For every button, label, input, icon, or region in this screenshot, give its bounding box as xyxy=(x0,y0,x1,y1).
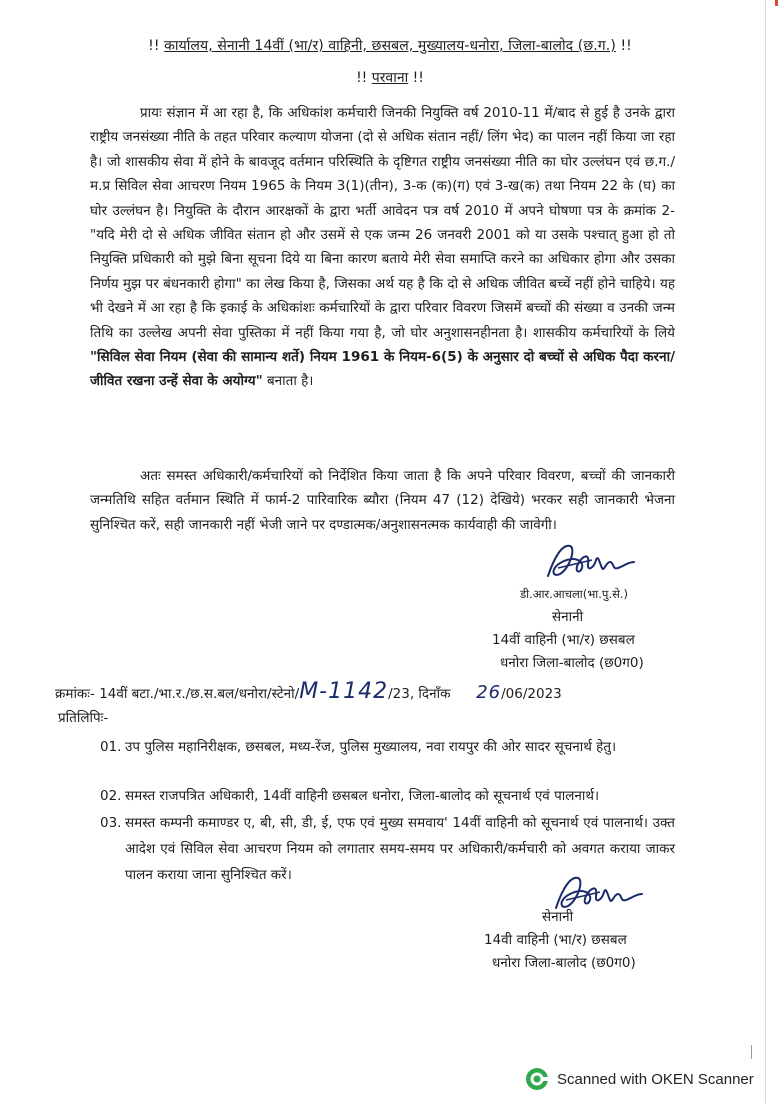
item-number: 01. xyxy=(100,739,122,755)
signature-block-1 xyxy=(480,583,720,675)
scanner-text: Scanned with OKEN Scanner xyxy=(557,1070,754,1088)
officer-designation-2: सेनानी xyxy=(542,909,574,925)
handwritten-date-day: 26 xyxy=(476,682,502,703)
paragraph-2 xyxy=(90,464,675,537)
officer-designation: सेनानी xyxy=(552,609,584,625)
officer-place: धनोरा जिला-बालोद (छ0ग0) xyxy=(500,655,644,671)
item-text: उप पुलिस महानिरीक्षक, छसबल, मध्य-रेंज, पुलिस मुख्यालय, नवा रायपुर की ओर सादर सूचनार्थ हेतु। xyxy=(125,739,617,755)
list-item xyxy=(100,734,675,760)
office-header xyxy=(60,36,720,55)
office-title: कार्यालय, सेनानी 14वीं (भा/र) वाहिनी, छसबल, मुख्यालय-धनोरा, जिला-बालोद (छ.ग.) xyxy=(164,38,616,54)
paragraph-1-end: बनाता है। xyxy=(262,373,314,390)
handwritten-reference-number: M-1142 xyxy=(299,679,389,704)
officer-unit: 14वीं वाहिनी (भा/र) छसबल xyxy=(492,632,635,648)
page-edge-line xyxy=(765,0,766,1103)
reference-prefix: क्रमांकः- 14वीं बटा./भा.र./छ.स.बल/धनोरा/स्टेनो/ xyxy=(55,686,300,702)
subtitle-prefix: !! xyxy=(356,70,372,86)
officer-name: डी.आर.आचला(भा.पु.से.) xyxy=(520,587,629,601)
header-suffix: !! xyxy=(615,38,632,54)
date-month-year: /06/2023 xyxy=(501,686,562,702)
item-text: समस्त राजपत्रित अधिकारी, 14वीं वाहिनी छसबल धनोरा, जिला-बालोद को सूचनार्थ एवं पालनार्थ। xyxy=(125,788,600,804)
document-subtitle xyxy=(0,68,780,87)
copy-to-item-2 xyxy=(100,783,675,809)
header-prefix: !! xyxy=(148,38,165,54)
page-edge-mark xyxy=(775,0,778,6)
copy-to-label: प्रतिलिपिः- xyxy=(58,710,109,726)
signature-block-2 xyxy=(482,906,722,975)
paragraph-1-bold-rule: "सिविल सेवा नियम (सेवा की सामान्य शर्ते) नियम 1961 के नियम-6(5) के अनुसार दो बच्चों से अधिक पैदा करना/जीवित रखना उन्हें सेवा के अयोग्य" xyxy=(90,349,675,390)
handwritten-signature xyxy=(540,538,640,584)
officer-place-2: धनोरा जिला-बालोद (छ0ग0) xyxy=(492,955,636,971)
paragraph-1-text: प्रायः संज्ञान में आ रहा है, कि अधिकांश कर्मचारी जिनकी नियुक्ति वर्ष 2010-11 में/बाद से हुई है उनके द्वारा राष्ट्रीय जनसंख्या नीति के तहत परिवार कल्याण योजना (दो से अधिक संतान नहीं/ लिंग भेद) का पालन नहीं किया जा रहा है। जो शासकीय सेवा में होने के बावजूद वर्तमान परिस्थिति के दृष्टिगत राष्ट्रीय जनसंख्या नीति का घोर उल्लंघन एवं छ.ग./म.प्र सिविल सेवा आचरण नियम 1965 के नियम 3(1)(तीन), 3-क (क)(ग) एवं 3-ख(क) तथा नियम 22 के (घ) का घोर उल्लंघन है। नियुक्ति के दौरान आरक्षकों के द्वारा भर्ती आवेदन पत्र वर्ष 2010 में अपने घोषणा पत्र के क्रमांक 2- "यदि मेरी दो से अधिक जीवित संतान हो और उसमें से एक जन्म 26 जनवरी 2001 को या उसके पश्चात् हुआ हो तो नियुक्ति प्रधिकारी को मुझे बिना सूचना दिये या बिना कारण बताये मेरी सेवा समाप्ति करने का अधिकार होगा और उसका निर्णय मुझ पर बंधनकारी होगा" का लेख किया है, जिसका अर्थ यह है कि दो से अधिक जीवित बच्चें नहीं होने चाहिये। यह भी देखने में आ रहा है कि इकाई के अधिकांशः कर्मचारियों के द्वारा परिवार विवरण जिसमें बच्चों की संख्या व उनकी जन्म तिथि का उल्लेख अपनी सेवा पुस्तिका में नहीं किया गया है, जो घोर अनुशासनहीनता है। शासकीय कर्मचारियों के लिये xyxy=(90,105,675,341)
oken-scanner-logo-icon xyxy=(525,1067,549,1091)
reference-line xyxy=(55,679,735,704)
paragraph-2-text: अतः समस्त अधिकारी/कर्मचारियों को निर्देशित किया जाता है कि अपने परिवार विवरण, बच्चों की जानकारी जन्मतिथि सहित वर्तमान स्थिति में फार्म-2 पारिवारिक ब्यौरा (नियम 47 (12) देखिये) भरकर सही जानकारी भेजना सुनिश्चित करें, सही जानकारी नहीं भेजी जाने पर दण्डात्मक/अनुशासनत्मक कार्यवाही की जावेगी। xyxy=(90,468,675,533)
reference-middle: /23, दिनाँक xyxy=(388,686,451,702)
item-text: समस्त कम्पनी कमाण्डर ए, बी, सी, डी, ई, एफ एवं मुख्य समवाय' 14वीं वाहिनी को सूचनार्थ एवं पालनार्थ। उक्त आदेश एवं सिविल सेवा आचरण नियम को लगातार समय-समय पर अधिकारी/कर्मचारी को अवगत कराया जाकर पालन कराया जाना सुनिश्चित करें। xyxy=(125,815,675,883)
list-item xyxy=(100,783,675,809)
page-mark xyxy=(751,1045,752,1059)
subtitle-text: परवाना xyxy=(371,70,409,86)
scanner-watermark xyxy=(525,1067,754,1091)
item-number: 02. xyxy=(100,788,122,804)
paragraph-1 xyxy=(90,101,675,394)
officer-unit-2: 14वी वाहिनी (भा/र) छसबल xyxy=(484,932,627,948)
item-number: 03. xyxy=(100,815,122,831)
subtitle-suffix: !! xyxy=(408,70,424,86)
copy-to-item-1 xyxy=(100,734,675,760)
